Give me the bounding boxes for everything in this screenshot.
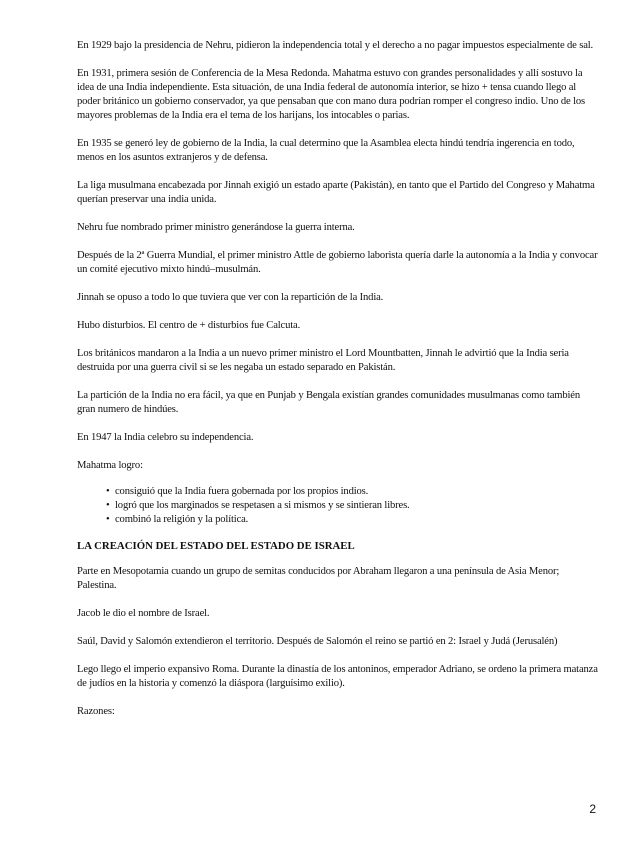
list-item: • consiguió que la India fuera gobernada por los propios indios. [115, 485, 599, 499]
paragraph: Lego llego el imperio expansivo Roma. Durante la dinastía de los antoninos, emperador Adriano, se ordeno la primera matanza de judíos en la historia y comenzó la diáspora (larguísimo exilio). [77, 664, 598, 689]
paragraph: Saúl, David y Salomón extendieron el territorio. Después de Salomón el reino se partió en 2: Israel y Judá (Jerusalén) [77, 636, 558, 647]
paragraph: Nehru fue nombrado primer ministro generándose la guerra interna. [77, 222, 355, 233]
paragraph: Mahatma logro: [77, 460, 143, 471]
paragraph-group-israel [77, 565, 599, 719]
page-number: 2 [589, 802, 596, 816]
paragraph: La partición de la India no era fácil, ya que en Punjab y Bengala existían grandes comunidades musulmanas como también gran numero de hindúes. [77, 390, 580, 415]
paragraph: En 1947 la India celebro su independencia. [77, 432, 254, 443]
paragraph: En 1929 bajo la presidencia de Nehru, pidieron la independencia total y el derecho a no pagar impuestos especialmente de sal. [77, 40, 594, 51]
paragraph: En 1935 se generó ley de gobierno de la India, la cual determino que la Asamblea electa hindú tendría ingerencia en todo, menos en los asuntos extranjeros y de defensa. [77, 138, 575, 163]
paragraph: Parte en Mesopotamia cuando un grupo de semitas conducidos por Abraham llegaron a una península de Asia Menor; Palestina. [77, 566, 560, 591]
paragraph: La liga musulmana encabezada por Jinnah exigió un estado aparte (Pakistán), en tanto que el Partido del Congreso y Mahatma querían preservar una india unida. [77, 180, 595, 205]
paragraph: Jacob le dio el nombre de Israel. [77, 608, 210, 619]
paragraph-group-india [77, 39, 599, 473]
paragraph: Hubo disturbios. El centro de + disturbios fue Calcuta. [77, 320, 301, 331]
paragraph: Jinnah se opuso a todo lo que tuviera que ver con la repartición de la India. [77, 292, 384, 303]
paragraph: En 1931, primera sesión de Conferencia de la Mesa Redonda. Mahatma estuvo con grandes personalidades y allí sostuvo la idea de una India independiente. Esta situación, de una India federal de autonomía interior, se hizo + tensa cuando llego al poder británico un gobierno conservador, ya que pensaban que con mano dura podrían romper el congreso indio. Uno de los mayores problemas de la India era el tema de los harijans, los intocables o parias. [77, 68, 586, 121]
list-item: • logró que los marginados se respetasen a si mismos y se sintieran libres. [115, 499, 599, 513]
section-heading-israel: LA CREACIÓN DEL ESTADO DEL ESTADO DE ISRAEL [77, 540, 355, 552]
paragraph: Después de la 2ª Guerra Mundial, el primer ministro Attle de gobierno laborista quería darle la autonomía a la India y convocar un comité ejecutivo mixto hindú–musulmán. [77, 250, 598, 275]
achievements-list [77, 485, 599, 527]
paragraph: Los británicos mandaron a la India a un nuevo primer ministro el Lord Mountbatten, Jinnah le advirtió que la India seria destruida por una guerra civil si se les negaba un estado separado en Pakistán. [77, 348, 569, 373]
list-item: • combinó la religión y la política. [115, 513, 599, 527]
page-body [77, 39, 599, 733]
paragraph: Razones: [77, 706, 115, 717]
